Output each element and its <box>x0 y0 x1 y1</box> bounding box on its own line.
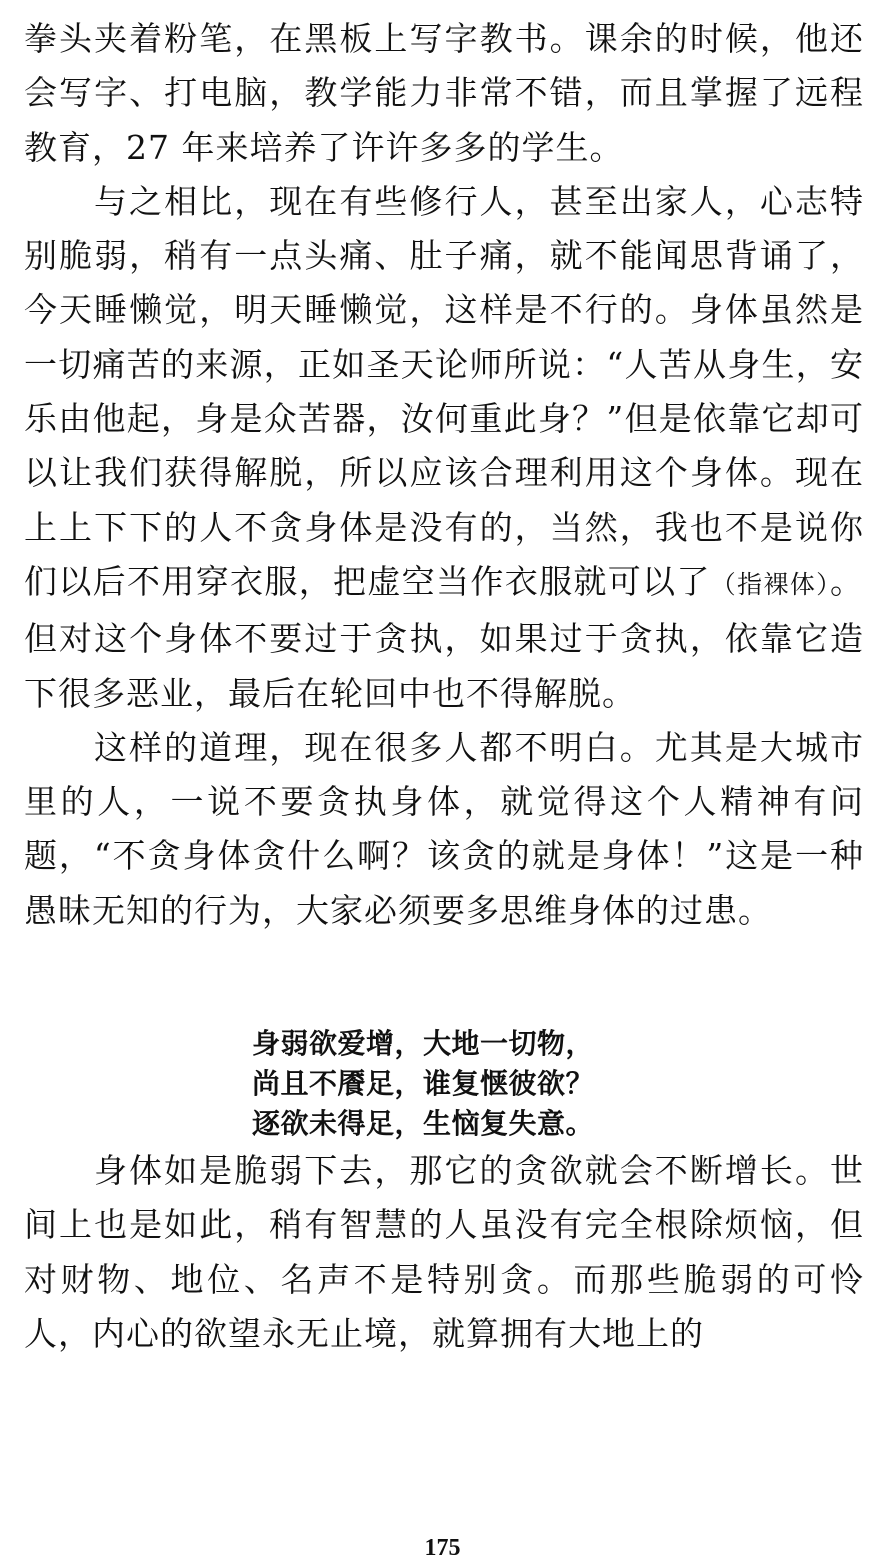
page-number: 175 <box>424 1535 461 1561</box>
paragraph-misunderstanding <box>24 721 864 938</box>
verse-line: 逐欲未得足，生恼复失意。 <box>252 1107 595 1141</box>
paragraph-body-comparison <box>24 175 864 721</box>
verse-block <box>24 1024 864 1144</box>
verse-line: 尚且不餍足，谁复惬彼欲？ <box>252 1067 595 1101</box>
paragraph-text: 与之相比，现在有些修行人，甚至出家人，心志特别脆弱，稍有一点头痛、肚子痛，就不能闻思背诵了，今天睡懒觉，明天睡懒觉，这样是不行的。身体虽然是一切痛苦的来源，正如圣天论师所说：“人苦从身生，安乐由他起，身是众苦器，汝何重此身？”但是依靠它却可以让我们获得解脱，所以应该合理利用这个身体。现在上上下下的人不贪身体是没有的，当然，我也不是说你们以后不用穿衣服，把虚空当作衣服就可以了 <box>24 181 864 601</box>
inline-note: （指裸体） <box>710 569 830 599</box>
section-spacer <box>24 938 864 1024</box>
verse-line: 身弱欲爱增，大地一切物， <box>252 1027 595 1061</box>
page-body <box>24 12 864 1361</box>
paragraph-text: 身体如是脆弱下去，那它的贪欲就会不断增长。世间上也是如此，稍有智慧的人虽没有完全根除烦恼，但对财物、地位、名声不是特别贪。而那些脆弱的可怜人，内心的欲望永无止境，就算拥有大地上的 <box>24 1151 864 1353</box>
paragraph-text: 这样的道理，现在很多人都不明白。尤其是大城市里的人，一说不要贪执身体，就觉得这个人精神有问题，“不贪身体贪什么啊？该贪的就是身体！”这是一种愚昧无知的行为，大家必须要多思维身体的过患。 <box>24 727 864 930</box>
paragraph-text-continued: 。但对这个身体不要过于贪执，如果过于贪执，依靠它造下很多恶业，最后在轮回中也不得解脱。 <box>24 561 864 713</box>
paragraph-commentary <box>24 1144 864 1361</box>
paragraph-continuation <box>24 12 864 175</box>
paragraph-text: 拳头夹着粉笔，在黑板上写字教书。课余的时候，他还会写字、打电脑，教学能力非常不错，而且掌握了远程教育，27 年来培养了许许多多的学生。 <box>24 19 864 167</box>
